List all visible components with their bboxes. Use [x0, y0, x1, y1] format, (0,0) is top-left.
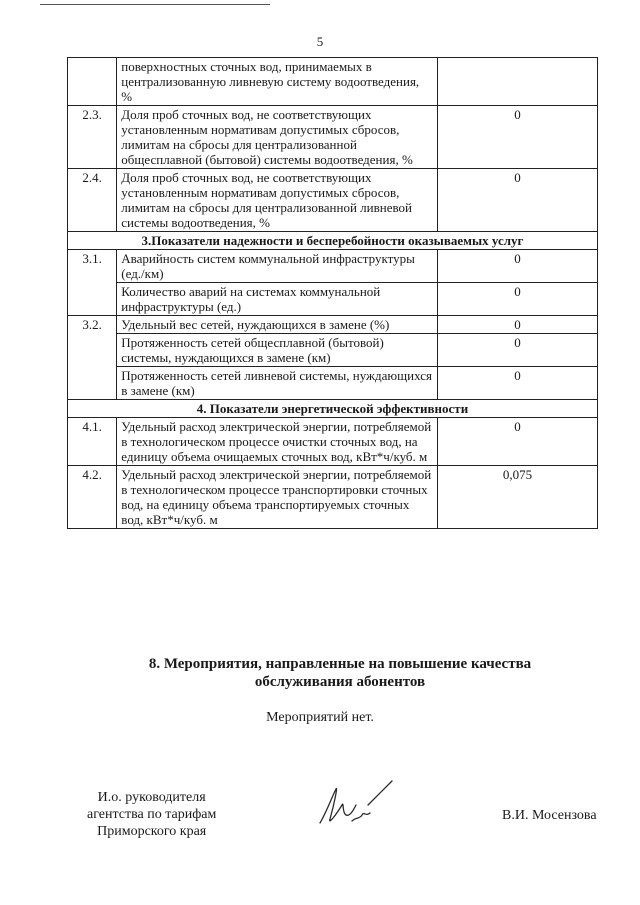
section-8-heading-line2: обслуживания абонентов [254, 674, 426, 690]
indicator-value: 0 [438, 106, 598, 169]
row-number [68, 58, 117, 106]
signer-title-line1: И.о. руководителя [97, 790, 206, 805]
indicator-value: 0,075 [438, 466, 598, 529]
row-number: 3.2. [68, 316, 117, 400]
section-8-heading-line1: 8. Мероприятия, направленные на повышение качества [148, 656, 532, 672]
table-section-row [68, 232, 598, 250]
indicator-value: 0 [438, 367, 598, 400]
page-number: 5 [316, 34, 324, 49]
top-rule [40, 4, 270, 5]
indicator-value: 0 [438, 283, 598, 316]
section-8-heading [60, 655, 620, 691]
row-number: 2.3. [68, 106, 117, 169]
indicator-name: поверхностных сточных вод, принимаемых в централизованную ливневую систему водоотведения, % [117, 58, 438, 106]
indicator-value: 0 [438, 169, 598, 232]
table-row [68, 283, 598, 316]
indicator-name: Протяженность сетей общесплавной (бытовой) системы, нуждающихся в замене (км) [117, 334, 438, 367]
indicator-name: Количество аварий на системах коммунальной инфраструктуры (ед.) [117, 283, 438, 316]
indicator-name: Удельный расход электрической энергии, потребляемой в технологическом процессе транспортировки сточных вод, на единицу объема транспортируемых сточных вод, кВт*ч/куб. м [117, 466, 438, 529]
indicator-value: 0 [438, 250, 598, 283]
handwritten-signature [312, 775, 402, 840]
indicator-value: 0 [438, 334, 598, 367]
table-row [68, 106, 598, 169]
row-number: 3.1. [68, 250, 117, 316]
signer-title [87, 789, 216, 840]
table-row [68, 316, 598, 334]
table-row [68, 418, 598, 466]
table-row [68, 58, 598, 106]
indicator-value: 0 [438, 316, 598, 334]
row-number: 2.4. [68, 169, 117, 232]
indicator-value: 0 [438, 418, 598, 466]
row-number: 4.2. [68, 466, 117, 529]
indicator-name: Доля проб сточных вод, не соответствующих установленным нормативам допустимых сбросов, лимитам на сбросы для централизованной ливневой системы водоотведения, % [117, 169, 438, 232]
signature-scribble [312, 775, 402, 835]
indicator-name: Удельный вес сетей, нуждающихся в замене (%) [117, 316, 438, 334]
signer-title-line2: агентства по тарифам [87, 807, 217, 822]
indicator-name: Аварийность систем коммунальной инфраструктуры (ед./км) [117, 250, 438, 283]
no-measures-text: Мероприятий нет. [266, 710, 374, 725]
table-row [68, 466, 598, 529]
section-title: 4. Показатели энергетической эффективности [68, 400, 598, 418]
section-title: 3.Показатели надежности и бесперебойности оказываемых услуг [68, 232, 598, 250]
table-row [68, 334, 598, 367]
signer-title-line3: Приморского края [97, 824, 207, 839]
indicator-name: Удельный расход электрической энергии, потребляемой в технологическом процессе очистки сточных вод, на единицу объема очищаемых сточных вод, кВт*ч/куб. м [117, 418, 438, 466]
table-row [68, 250, 598, 283]
indicator-name: Доля проб сточных вод, не соответствующих установленным нормативам допустимых сбросов, лимитам на сбросы для централизованной общесплавной (бытовой) системы водоотведения, % [117, 106, 438, 169]
indicator-name: Протяженность сетей ливневой системы, нуждающихся в замене (км) [117, 367, 438, 400]
indicators-table [67, 57, 598, 529]
table-row [68, 169, 598, 232]
signer-name: В.И. Мосензова [502, 808, 597, 823]
indicator-value [438, 58, 598, 106]
table-section-row [68, 400, 598, 418]
row-number: 4.1. [68, 418, 117, 466]
table-row [68, 367, 598, 400]
